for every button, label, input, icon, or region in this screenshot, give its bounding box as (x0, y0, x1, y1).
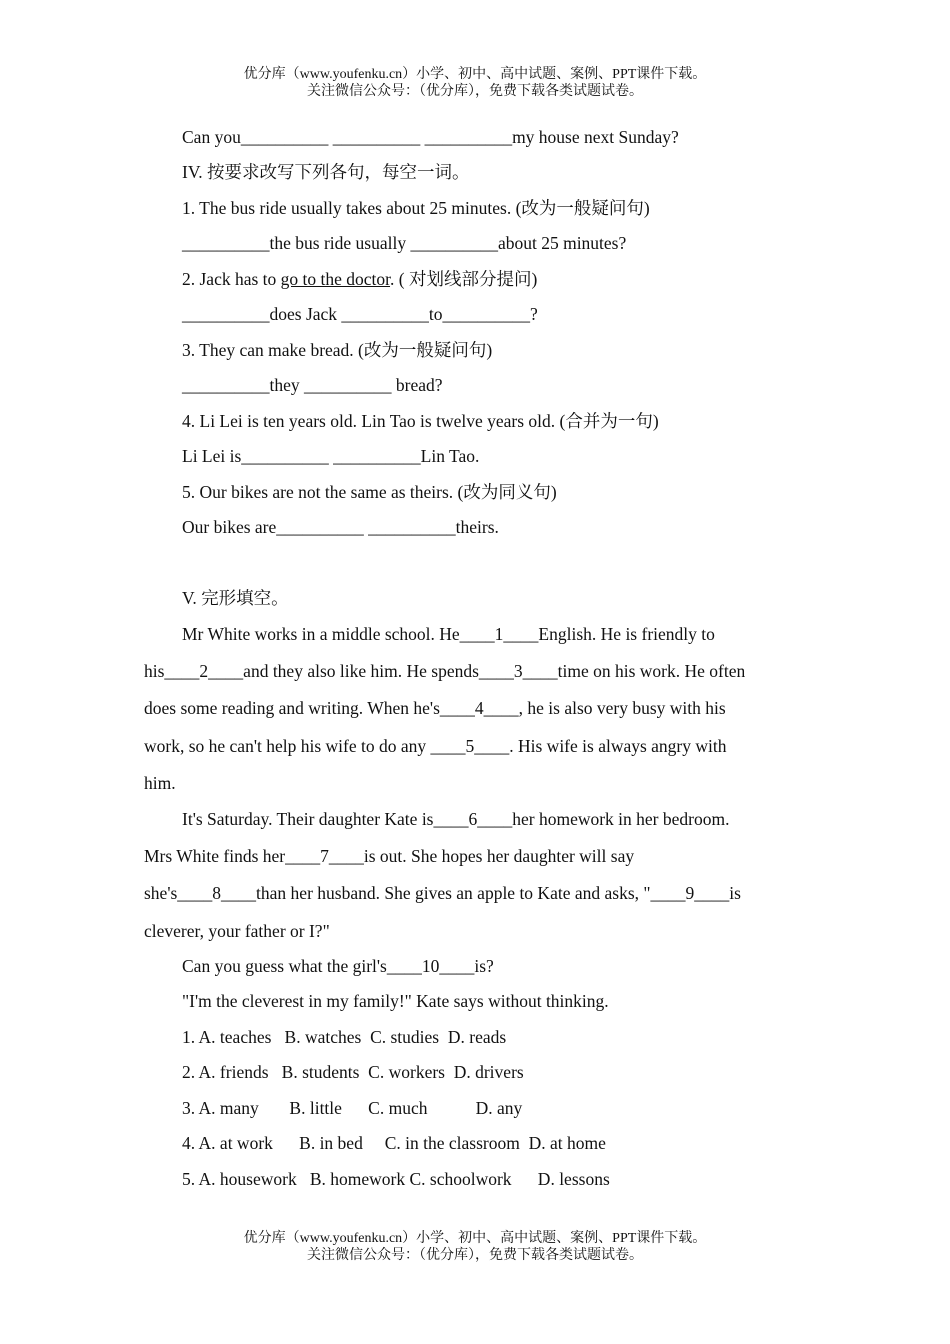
section4-title: IV. 按要求改写下列各句，每空一词。 (182, 162, 470, 182)
passage-p1-line-1: Mr White works in a middle school. He____1____English. He is friendly to (182, 624, 715, 644)
section4-answer-5: Our bikes are__________ __________theirs. (182, 517, 499, 537)
option-line-1: 1. A. teaches B. watches C. studies D. reads (182, 1027, 507, 1047)
passage-p2-line-4: cleverer, your father or I?" (144, 921, 330, 941)
section4-answer-1: __________the bus ride usually __________about 25 minutes? (182, 233, 627, 253)
header-line-1: 优分库（www.youfenku.cn）小学、初中、高中试题、案例、PPT课件下载。 (243, 67, 707, 82)
section4-question-5: 5. Our bikes are not the same as theirs. (改为同义句) (182, 482, 557, 502)
passage-p2-line-1: It's Saturday. Their daughter Kate is____6____her homework in her bedroom. (182, 809, 730, 829)
header-line-2: 关注微信公众号：（优分库），免费下载各类试题试卷。 (307, 84, 643, 99)
q2-underlined-part: go to the doctor (280, 269, 391, 289)
footer-line-1: 优分库（www.youfenku.cn）小学、初中、高中试题、案例、PPT课件下载。 (243, 1231, 707, 1246)
option-line-4: 4. A. at work B. in bed C. in the classroom D. at home (182, 1133, 606, 1153)
section3-last-answer: Can you__________ __________ __________my house next Sunday? (182, 127, 679, 147)
passage-p4: "I'm the cleverest in my family!" Kate says without thinking. (182, 991, 609, 1011)
option-line-2: 2. A. friends B. students C. workers D. drivers (182, 1062, 524, 1082)
page-footer (0, 1230, 950, 1264)
footer-line-2: 关注微信公众号：（优分库），免费下载各类试题试卷。 (307, 1248, 643, 1263)
option-line-5: 5. A. housework B. homework C. schoolwork D. lessons (182, 1169, 610, 1189)
section5-title: V. 完形填空。 (182, 588, 289, 608)
section4-question-4: 4. Li Lei is ten years old. Lin Tao is twelve years old. (合并为一句) (182, 411, 659, 431)
section4-question-2 (182, 268, 537, 290)
page-header (0, 66, 950, 100)
section4-answer-4: Li Lei is__________ __________Lin Tao. (182, 446, 480, 466)
section4-question-1: 1. The bus ride usually takes about 25 minutes. (改为一般疑问句) (182, 198, 650, 218)
passage-p1-line-4: work, so he can't help his wife to do any ____5____. His wife is always angry with (144, 736, 727, 756)
passage-p3: Can you guess what the girl's____10____is? (182, 956, 494, 976)
q2-text-pre: 2. Jack has to (182, 269, 281, 289)
passage-p2-line-2: Mrs White finds her____7____is out. She hopes her daughter will say (144, 846, 635, 866)
section4-question-3: 3. They can make bread. (改为一般疑问句) (182, 340, 493, 360)
option-line-3: 3. A. many B. little C. much D. any (182, 1098, 523, 1118)
passage-p1-line-5: him. (144, 773, 176, 793)
q2-text-post: . ( 对划线部分提问) (390, 269, 538, 289)
passage-p1-line-3: does some reading and writing. When he's____4____, he is also very busy with his (144, 698, 726, 718)
section4-answer-3: __________they __________ bread? (182, 375, 443, 395)
section4-answer-2: __________does Jack __________to__________? (182, 304, 538, 324)
passage-p1-line-2: his____2____and they also like him. He spends____3____time on his work. He often (144, 661, 746, 681)
passage-p2-line-3: she's____8____than her husband. She gives an apple to Kate and asks, "____9____is (144, 883, 741, 903)
